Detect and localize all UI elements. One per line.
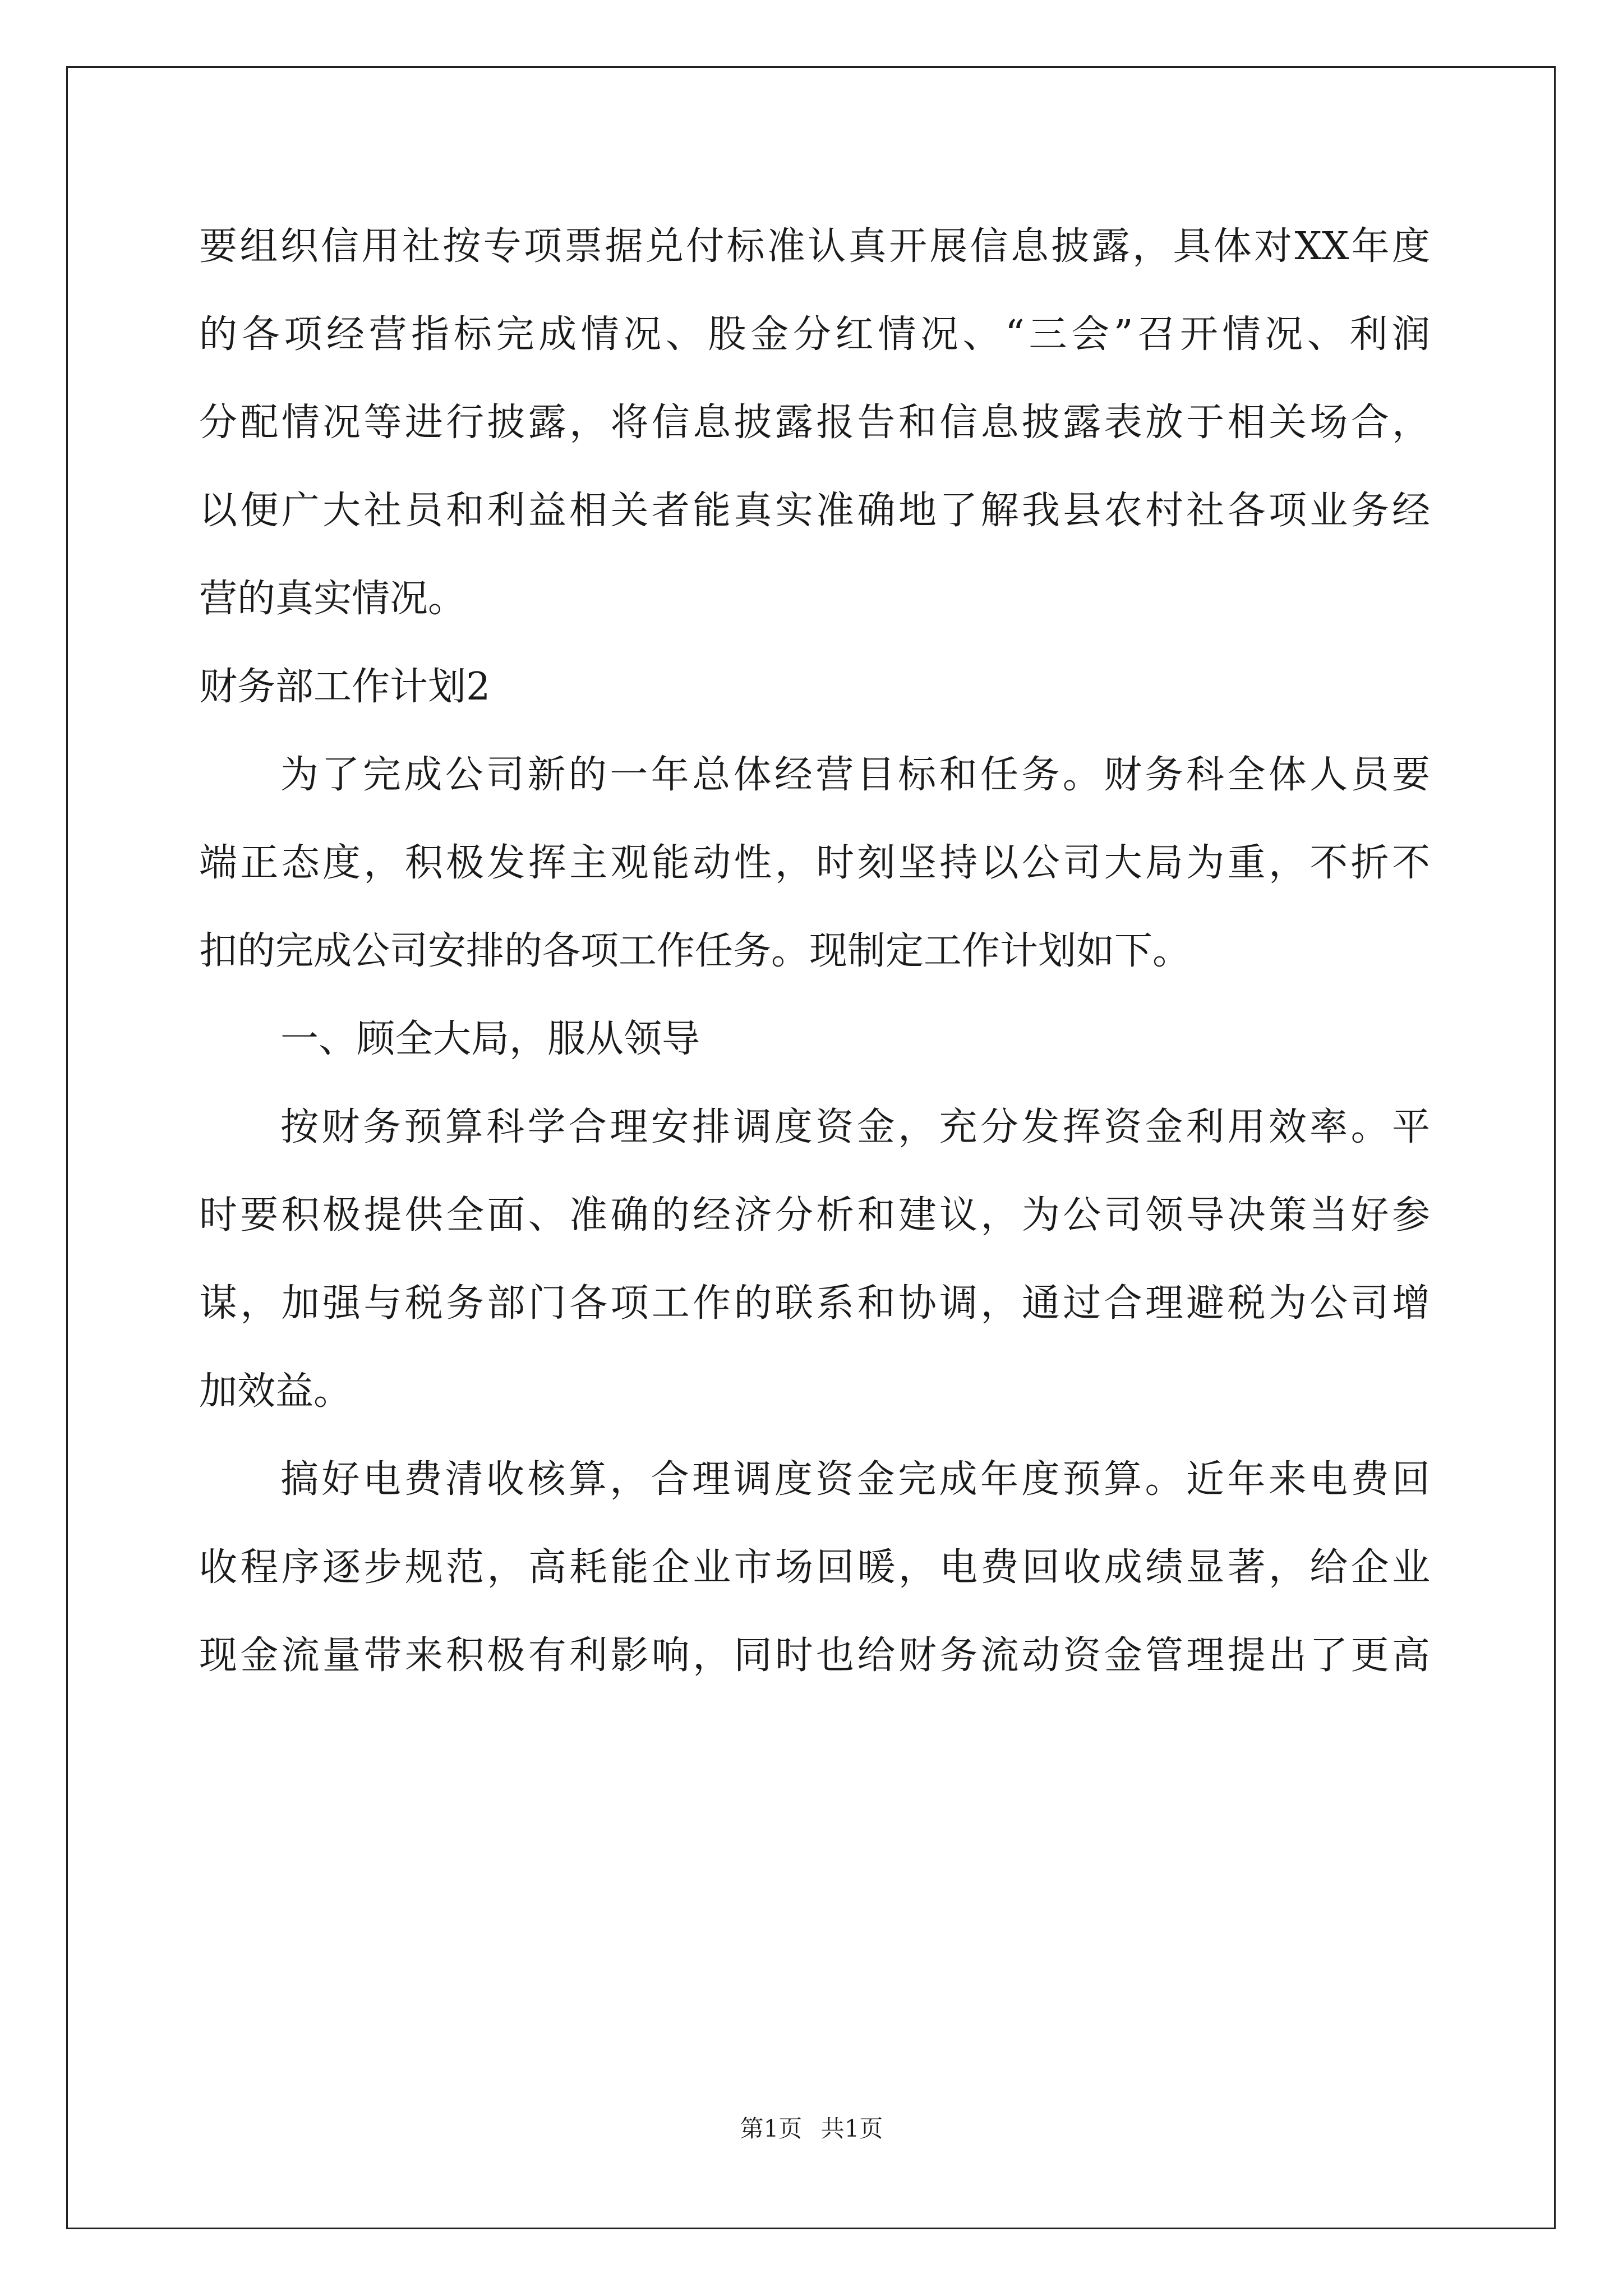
text-line: 以便广大社员和利益相关者能真实准确地了解我县农村社各项业务经 <box>199 489 1430 533</box>
text-line: 的各项经营指标完成情况、股金分红情况、“三会”召开情况、利润 <box>199 312 1430 357</box>
text-line: 时要积极提供全面、准确的经济分析和建议，为公司领导决策当好参 <box>199 1193 1430 1237</box>
page-footer <box>0 2112 1623 2146</box>
text-line: 按财务预算科学合理安排调度资金，充分发挥资金利用效率。平 <box>280 1105 1430 1149</box>
text-line: 为了完成公司新的一年总体经营目标和任务。财务科全体人员要 <box>280 753 1430 797</box>
text-line: 分配情况等进行披露，将信息披露报告和信息披露表放于相关场合， <box>199 401 1430 445</box>
text-line: 现金流量带来积极有利影响，同时也给财务流动资金管理提出了更高 <box>199 1634 1430 1678</box>
text-line: 搞好电费清收核算，合理调度资金完成年度预算。近年来电费回 <box>280 1457 1430 1502</box>
page-number-total: 共1页 <box>820 2115 883 2142</box>
section-heading: 财务部工作计划2 <box>199 665 491 709</box>
page-number-current: 第1页 <box>740 2115 803 2142</box>
text-line: 谋，加强与税务部门各项工作的联系和协调，通过合理避税为公司增 <box>199 1281 1430 1326</box>
text-line: 加效益。 <box>199 1369 352 1414</box>
text-line: 营的真实情况。 <box>199 577 467 621</box>
text-line: 扣的完成公司安排的各项工作任务。现制定工作计划如下。 <box>199 929 1191 973</box>
text-line: 收程序逐步规范，高耗能企业市场回暖，电费回收成绩显著，给企业 <box>199 1545 1430 1590</box>
text-line: 端正态度，积极发挥主观能动性，时刻坚持以公司大局为重，不折不 <box>199 841 1430 885</box>
subheading: 一、顾全大局，服从领导 <box>280 1017 700 1061</box>
text-line: 要组织信用社按专项票据兑付标准认真开展信息披露，具体对XX年度 <box>199 224 1430 269</box>
